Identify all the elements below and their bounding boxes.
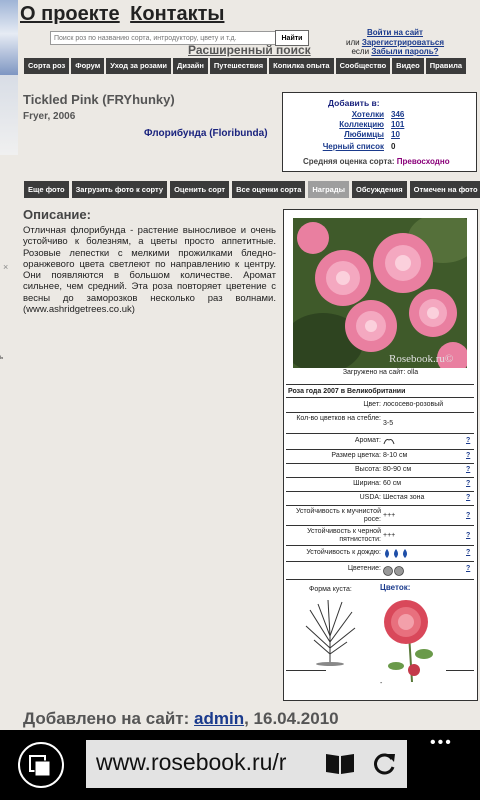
- prop-key: Размер цветка:: [331, 452, 381, 459]
- left-edge-panel: [0, 75, 18, 155]
- help-link[interactable]: ?: [466, 532, 471, 539]
- menu-rose-varieties[interactable]: Сорта роз: [24, 58, 69, 74]
- prop-key: Устойчивость к мучнистой росе:: [295, 508, 381, 523]
- forgot-password-link[interactable]: Забыли пароль?: [371, 47, 439, 56]
- add-blacklist-row[interactable]: [283, 142, 476, 152]
- prop-value: лососево-розовый: [383, 401, 444, 408]
- prop-key: Ширина:: [353, 480, 381, 487]
- auth-block: [336, 28, 454, 57]
- browser-bar: [0, 730, 480, 800]
- help-link[interactable]: ?: [466, 512, 471, 519]
- rose-title: Tickled Pink (FRYhunky): [23, 92, 175, 107]
- prop-value: 60 см: [383, 480, 402, 487]
- divider: [286, 463, 474, 464]
- side-text-fragment: ь: [0, 355, 4, 361]
- uploaded-by: Загружено на сайт: olla: [342, 369, 419, 376]
- added-to-site: [23, 709, 339, 729]
- tab-all-ratings[interactable]: Все оценки сорта: [232, 181, 305, 198]
- divider: [286, 545, 474, 546]
- add-to-box: [282, 92, 477, 172]
- auth-or-text: или: [345, 37, 360, 47]
- menu-design[interactable]: Дизайн: [173, 58, 208, 74]
- side-close-icon[interactable]: ×: [3, 262, 9, 272]
- left-edge-decoration: [0, 0, 18, 75]
- blacklist-link[interactable]: Черный список: [322, 142, 384, 151]
- repeat-bloom-icon: [383, 565, 405, 580]
- help-link[interactable]: ?: [466, 437, 471, 444]
- help-link[interactable]: ?: [466, 452, 471, 459]
- rose-breeder: Fryer, 2006: [23, 111, 76, 122]
- prop-key: Аромат:: [354, 437, 381, 444]
- tab-more-photos[interactable]: Еще фото: [24, 181, 69, 198]
- wishlist-count[interactable]: 346: [391, 110, 405, 119]
- prop-value: +++: [383, 532, 396, 539]
- wishlist-link[interactable]: Хотелки: [351, 110, 384, 119]
- prop-key: Кол-во цветков на стебле:: [296, 415, 381, 422]
- divider: [286, 670, 326, 671]
- average-rating: [303, 157, 450, 166]
- rose-photo[interactable]: [293, 218, 467, 368]
- menu-travel[interactable]: Путешествия: [210, 58, 267, 74]
- prop-value: Шестая зона: [383, 494, 425, 501]
- prop-key: USDA:: [359, 494, 381, 501]
- variety-subtabs: [24, 181, 480, 198]
- added-prefix: Добавлено на сайт:: [23, 709, 190, 728]
- address-bar[interactable]: [86, 740, 407, 788]
- divider: [286, 449, 474, 450]
- tab-rate-variety[interactable]: Оценить сорт: [170, 181, 229, 198]
- more-options-icon[interactable]: •••: [430, 734, 453, 751]
- average-rating-label: Средняя оценка сорта:: [303, 157, 395, 166]
- menu-video[interactable]: Видео: [392, 58, 424, 74]
- added-user-link[interactable]: admin: [194, 709, 245, 728]
- divider: [286, 433, 474, 434]
- rose-class-link[interactable]: Флорибунда (Floribunda): [144, 128, 268, 139]
- description-text: Отличная флорибунда - растение выносливое и очень устойчиво к болезням, а цветы просто аппетитные. Розовые лепестки с мелкими прожилками бледно-оранжевого цвета светлеют по направлению к центру. Они появляются в большом количестве. Аромат сильнее, чем средний. Эта роза повторяет цветение с весны до заморозков несколько раз волнами. (www.ashridgetrees.co.uk): [23, 225, 276, 316]
- divider: [446, 670, 474, 671]
- add-wishlist-row[interactable]: [283, 110, 476, 120]
- rain-drops-icon: [383, 549, 411, 561]
- help-link[interactable]: ?: [466, 494, 471, 501]
- help-link[interactable]: ?: [466, 466, 471, 473]
- menu-experience[interactable]: Копилка опыта: [269, 58, 333, 74]
- flower-label: Цветок:: [380, 583, 411, 592]
- menu-rose-care[interactable]: Уход за розами: [106, 58, 171, 74]
- average-rating-value: Превосходно: [396, 157, 450, 166]
- flower-icon[interactable]: [374, 594, 444, 689]
- divider: [286, 491, 474, 492]
- divider: [286, 505, 474, 506]
- main-menu: [24, 58, 466, 74]
- description-heading: Описание:: [23, 207, 91, 222]
- login-link[interactable]: Войти на сайт: [367, 28, 423, 37]
- prop-value: 8-10 см: [383, 452, 408, 459]
- auth-if-text: если: [351, 47, 370, 56]
- menu-rules[interactable]: Правила: [426, 58, 466, 74]
- help-link[interactable]: ?: [466, 480, 471, 487]
- prop-key: Цвет:: [363, 401, 381, 408]
- prop-key: Устойчивость к черной пятнистости:: [307, 528, 381, 543]
- tab-tagged-photos[interactable]: Отмечен на фото: [410, 181, 480, 198]
- advanced-search-link[interactable]: Расширенный поиск: [188, 43, 311, 57]
- collection-count[interactable]: 101: [391, 120, 405, 129]
- collection-link[interactable]: Коллекцию: [339, 120, 384, 129]
- aroma-icon: [383, 437, 395, 448]
- add-to-heading: Добавить в:: [328, 98, 380, 108]
- blacklist-count: 0: [391, 142, 396, 151]
- reader-view-icon[interactable]: [324, 752, 356, 781]
- favorites-link[interactable]: Любимцы: [344, 130, 384, 139]
- tabs-button[interactable]: [18, 742, 64, 788]
- divider: [286, 412, 474, 413]
- divider: [286, 561, 474, 562]
- register-link[interactable]: Зарегистрироваться: [361, 37, 445, 47]
- search-button[interactable]: Найти: [275, 30, 309, 46]
- divider: [286, 384, 474, 385]
- menu-community[interactable]: Сообщество: [336, 58, 391, 74]
- divider: [286, 397, 474, 398]
- tabs-icon: [20, 744, 62, 786]
- refresh-icon[interactable]: [370, 750, 398, 783]
- photo-watermark: Rosebook.ru©: [389, 353, 454, 365]
- add-collection-row[interactable]: [283, 120, 476, 130]
- prop-value: +++: [383, 512, 396, 519]
- prop-key: Устойчивость к дождю:: [306, 549, 381, 556]
- top-nav: [20, 3, 230, 26]
- divider: [286, 579, 474, 580]
- divider: [286, 477, 474, 478]
- bush-shape-icon: [300, 596, 360, 671]
- help-link[interactable]: ?: [466, 565, 471, 572]
- award-text: Роза года 2007 в Великобритании: [288, 388, 406, 395]
- rose-card: [283, 209, 478, 701]
- menu-forum[interactable]: Форум: [71, 58, 104, 74]
- divider: [286, 525, 474, 526]
- tab-upload-photo[interactable]: Загрузить фото к сорту: [72, 181, 167, 198]
- prop-value: 80-90 см: [383, 466, 412, 473]
- add-favorites-row[interactable]: [283, 130, 476, 140]
- dash-mark: -: [380, 680, 383, 687]
- added-date: , 16.04.2010: [244, 709, 339, 728]
- tab-awards[interactable]: Награды: [308, 181, 349, 198]
- nav-contacts-link[interactable]: Контакты: [130, 3, 225, 25]
- prop-key: Высота:: [355, 466, 381, 473]
- rose-photo-image: [293, 218, 467, 368]
- nav-about-link[interactable]: О проекте: [20, 3, 120, 25]
- url-text[interactable]: www.rosebook.ru/r: [96, 749, 287, 775]
- help-link[interactable]: ?: [466, 549, 471, 556]
- prop-key: Цветение:: [347, 565, 381, 572]
- tab-discussions[interactable]: Обсуждения: [352, 181, 407, 198]
- favorites-count[interactable]: 10: [391, 130, 400, 139]
- bush-shape-label: Форма куста:: [309, 586, 352, 593]
- prop-value: 3-5: [383, 420, 394, 427]
